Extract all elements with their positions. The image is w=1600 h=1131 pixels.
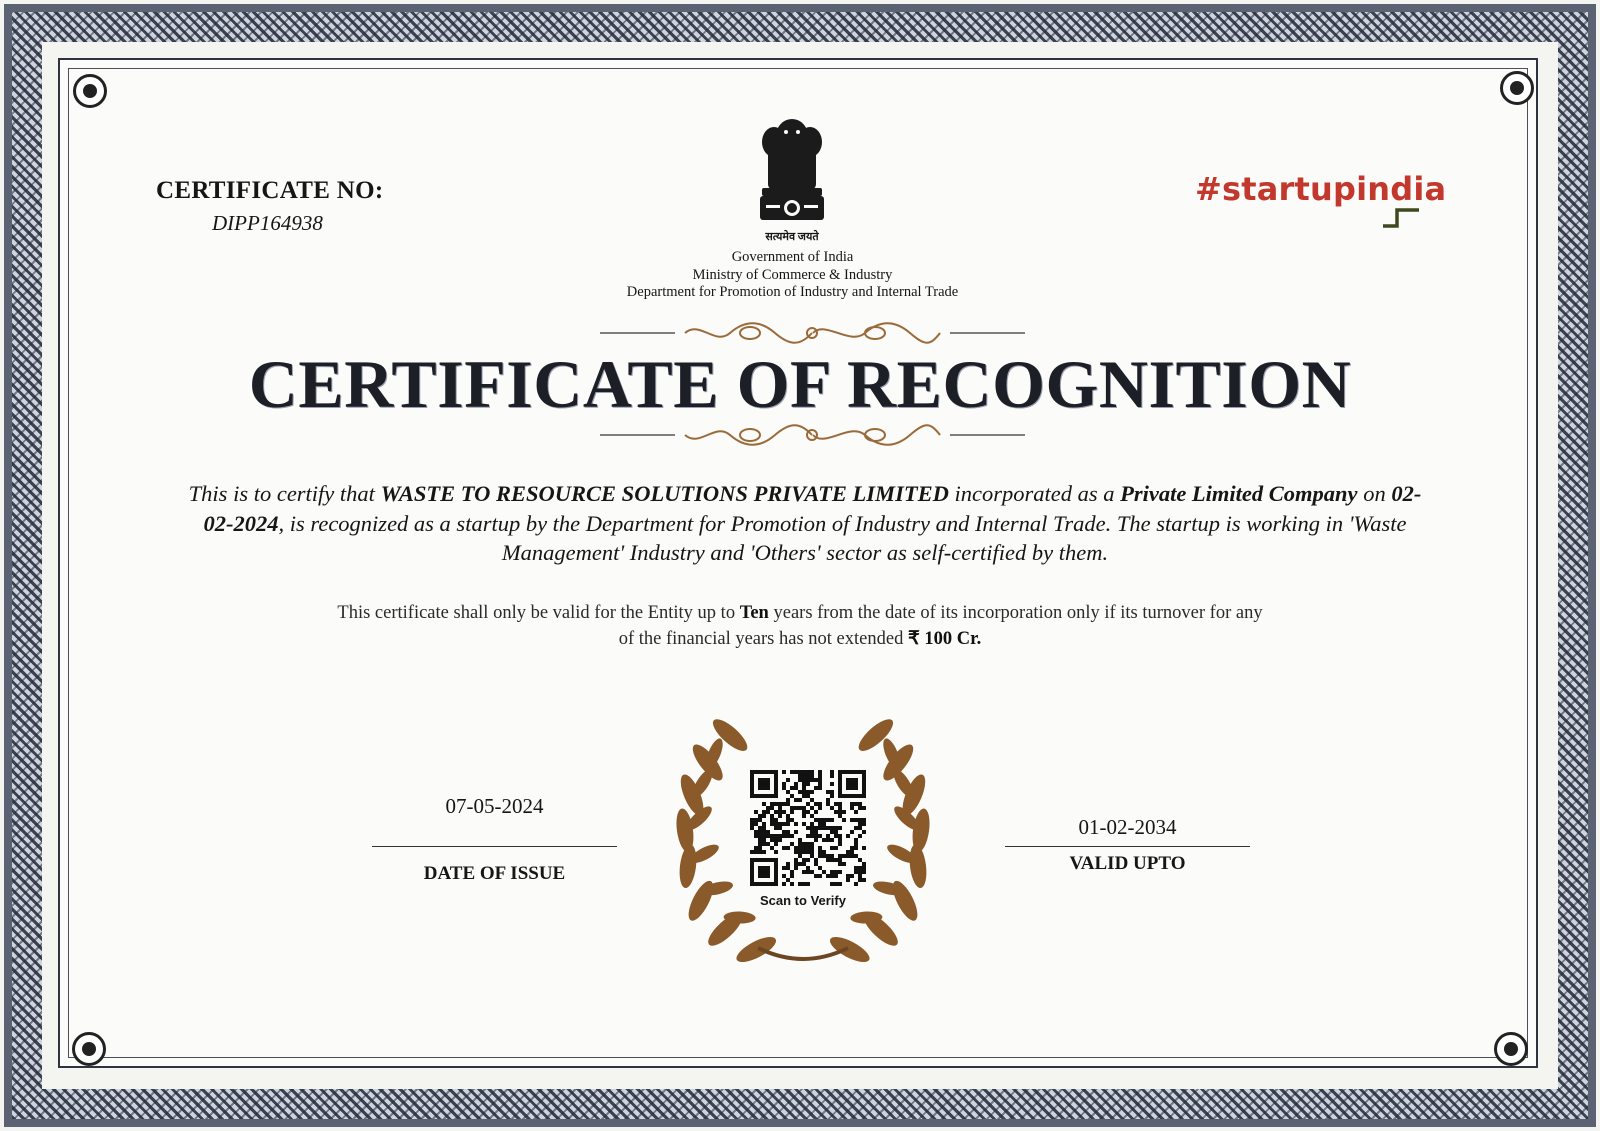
statement-intro: This is to certify that [188, 481, 375, 506]
company-name: WASTE TO RESOURCE SOLUTIONS PRIVATE LIMITED [380, 481, 949, 506]
validity-term: Ten [739, 603, 769, 623]
corner-ornament-top-right [1500, 71, 1534, 105]
qr-modules [750, 770, 866, 886]
validity-statement [330, 600, 1270, 652]
certificate-title: CERTIFICATE OF RECOGNITION [248, 346, 1352, 422]
qr-scan-label: Scan to Verify [760, 893, 846, 908]
flourish-divider-bottom [600, 420, 1025, 450]
issuer-department: Department for Promotion of Industry and Internal Trade [626, 284, 959, 300]
issue-date-label: DATE OF ISSUE [423, 863, 566, 884]
certification-statement [185, 479, 1425, 568]
valid-upto-rule [1005, 846, 1250, 847]
statement-rest: , is recognized as a startup by the Department for Promotion of Industry and Internal Trade. The startup is working in 'Waste Management' Industry and 'Others' sector as self-certified by them. [278, 510, 1407, 565]
statement-incorporated: incorporated as a [954, 481, 1115, 506]
issue-date-rule [372, 846, 617, 847]
startupindia-step-icon [1383, 206, 1419, 230]
startupindia-logo-prefix: #startupind [1195, 170, 1414, 208]
verification-qr-code[interactable] [750, 770, 866, 886]
issuer-block [560, 249, 1025, 302]
certificate-number-value: DIPP164938 [212, 211, 323, 235]
validity-part2: years from the date of its incorporation only if its turnover for any of the financial years has not extended [618, 603, 1263, 649]
validity-part1: This certificate shall only be valid for the Entity up to [337, 603, 736, 623]
emblem-motto: सत्यमेव जयते [765, 231, 819, 243]
corner-ornament-bottom-left [72, 1032, 106, 1066]
issuer-government: Government of India [731, 249, 854, 265]
startupindia-logo-suffix: ia [1413, 170, 1447, 208]
incorporation-date: 02-02-2024 [203, 481, 1422, 536]
valid-upto-value: 01-02-2034 [1078, 815, 1177, 839]
corner-ornament-top-left [73, 74, 107, 108]
national-emblem-icon [752, 112, 832, 234]
issue-date-value: 07-05-2024 [445, 794, 544, 818]
valid-upto-label: VALID UPTO [1069, 853, 1186, 874]
issuer-ministry: Ministry of Commerce & Industry [692, 266, 893, 283]
corner-ornament-bottom-right [1494, 1032, 1528, 1066]
company-type: Private Limited Company [1120, 481, 1358, 506]
statement-on: on [1363, 481, 1386, 506]
flourish-divider-top [600, 318, 1025, 348]
turnover-limit: ₹ 100 Cr. [907, 629, 982, 649]
certificate-number-label: CERTIFICATE NO: [156, 177, 384, 204]
startupindia-logo [1195, 170, 1446, 208]
